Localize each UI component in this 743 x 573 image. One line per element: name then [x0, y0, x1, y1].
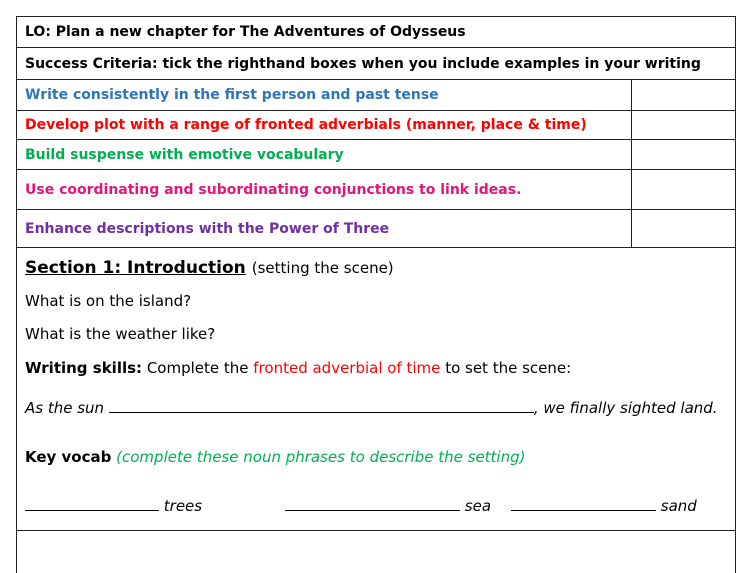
criteria-text: Write consistently in the first person and past tense [25, 87, 439, 103]
key-vocab-hint: (complete these noun phrases to describe the setting) [116, 448, 526, 466]
criteria-text: Use coordinating and subordinating conjunctions to link ideas. [25, 181, 522, 198]
tick-box[interactable] [631, 210, 735, 247]
tick-box[interactable] [631, 111, 735, 139]
sentence-blank[interactable] [109, 398, 534, 413]
noun-phrase-sand [511, 496, 697, 515]
noun-phrase-trees [25, 496, 202, 515]
section-divider [16, 530, 736, 531]
key-vocab-line [25, 448, 525, 466]
success-criteria-header [16, 48, 736, 80]
criteria-row [16, 111, 736, 140]
noun-trees: trees [163, 497, 203, 515]
sentence-end: , we finally sighted land. [533, 399, 718, 417]
criteria-row [16, 80, 736, 111]
question-weather: What is the weather like? [25, 325, 216, 343]
writing-skills-label: Writing skills: [25, 359, 143, 377]
noun-phrase-sea [285, 496, 491, 515]
worksheet [16, 16, 736, 573]
sentence-start: As the sun [25, 399, 105, 417]
learning-objective [16, 16, 736, 48]
writing-skills-highlight: fronted adverbial of time [253, 359, 441, 377]
noun-blank[interactable] [285, 496, 460, 511]
criteria-row [16, 210, 736, 248]
section-subtitle: (setting the scene) [251, 259, 394, 277]
learning-objective-text: LO: Plan a new chapter for The Adventures of Odysseus [25, 24, 466, 40]
question-island: What is on the island? [25, 292, 192, 310]
section-introduction [16, 248, 736, 573]
criteria-row [16, 140, 736, 170]
writing-skills-post: to set the scene: [445, 359, 572, 377]
noun-sand: sand [660, 497, 697, 515]
tick-box[interactable] [631, 170, 735, 209]
section-title: Section 1: Introduction [25, 258, 246, 278]
noun-blank[interactable] [511, 496, 656, 511]
criteria-text: Build suspense with emotive vocabulary [25, 146, 344, 163]
criteria-text: Develop plot with a range of fronted adverbials (manner, place & time) [25, 117, 587, 133]
section-heading [25, 258, 735, 282]
writing-skills-line [25, 359, 571, 377]
sentence-line [25, 398, 718, 417]
criteria-text: Enhance descriptions with the Power of Three [25, 220, 390, 237]
tick-box[interactable] [631, 80, 735, 110]
noun-sea: sea [464, 497, 492, 515]
tick-box[interactable] [631, 140, 735, 169]
key-vocab-label: Key vocab [25, 448, 112, 466]
noun-blank[interactable] [25, 496, 159, 511]
writing-skills-pre: Complete the [146, 359, 249, 377]
criteria-row [16, 170, 736, 210]
success-criteria-text: Success Criteria: tick the righthand boxes when you include examples in your writing [25, 55, 701, 72]
